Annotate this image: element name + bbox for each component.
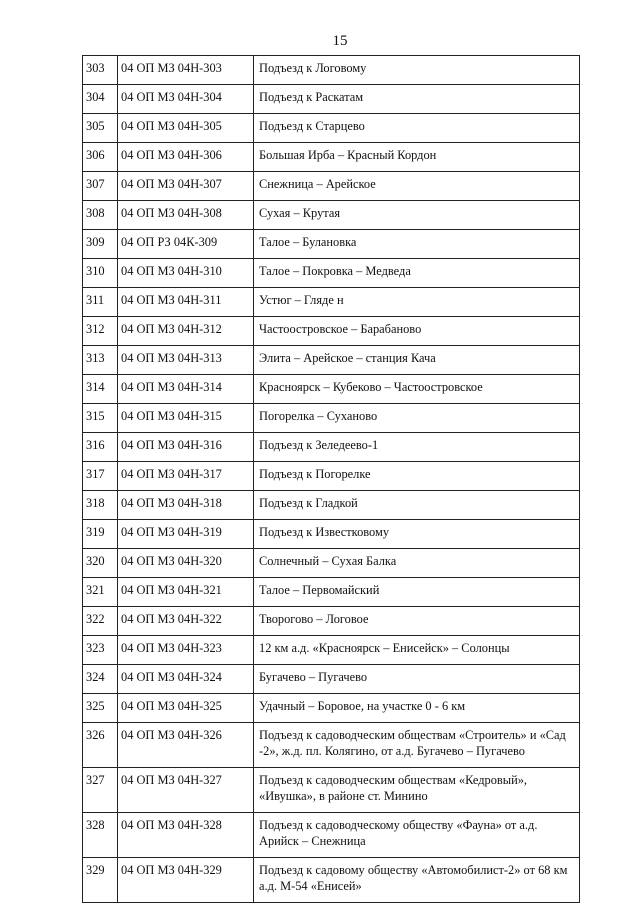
row-number: 303 — [83, 56, 118, 85]
road-code: 04 ОП МЗ 04Н-318 — [118, 491, 254, 520]
road-name: Подъезд к Известковому — [254, 520, 580, 549]
table-row — [83, 114, 580, 143]
row-number: 329 — [83, 858, 118, 903]
road-code: 04 ОП МЗ 04Н-329 — [118, 858, 254, 903]
road-code: 04 ОП МЗ 04Н-315 — [118, 404, 254, 433]
table-row — [83, 462, 580, 491]
road-name: Устюг – Гляде н — [254, 288, 580, 317]
road-code: 04 ОП МЗ 04Н-310 — [118, 259, 254, 288]
table-row — [83, 433, 580, 462]
row-number: 311 — [83, 288, 118, 317]
row-number: 309 — [83, 230, 118, 259]
road-name: Подъезд к садоводческим обществам «Кедровый», «Ивушка», в районе ст. Минино — [254, 768, 580, 813]
road-name: Подъезд к садоводческим обществам «Строитель» и «Сад -2», ж.д. пл. Колягино, от а.д. Бугачево – Пугачево — [254, 723, 580, 768]
table-row — [83, 858, 580, 903]
table-row — [83, 143, 580, 172]
road-code: 04 ОП МЗ 04Н-325 — [118, 694, 254, 723]
road-code: 04 ОП МЗ 04Н-308 — [118, 201, 254, 230]
table-row — [83, 85, 580, 114]
road-name: Погорелка – Суханово — [254, 404, 580, 433]
table-row — [83, 230, 580, 259]
row-number: 325 — [83, 694, 118, 723]
row-number: 310 — [83, 259, 118, 288]
road-name: Удачный – Боровое, на участке 0 - 6 км — [254, 694, 580, 723]
row-number: 306 — [83, 143, 118, 172]
road-name: Подъезд к Зеледеево-1 — [254, 433, 580, 462]
road-code: 04 ОП МЗ 04Н-312 — [118, 317, 254, 346]
table-row — [83, 636, 580, 665]
road-code: 04 ОП МЗ 04Н-321 — [118, 578, 254, 607]
row-number: 316 — [83, 433, 118, 462]
row-number: 307 — [83, 172, 118, 201]
table-row — [83, 768, 580, 813]
row-number: 315 — [83, 404, 118, 433]
road-code: 04 ОП МЗ 04Н-306 — [118, 143, 254, 172]
row-number: 314 — [83, 375, 118, 404]
row-number: 320 — [83, 549, 118, 578]
road-code: 04 ОП МЗ 04Н-316 — [118, 433, 254, 462]
road-name: Бугачево – Пугачево — [254, 665, 580, 694]
road-code: 04 ОП МЗ 04Н-322 — [118, 607, 254, 636]
table-row — [83, 172, 580, 201]
road-name: Подъезд к Погорелке — [254, 462, 580, 491]
road-name: 12 км а.д. «Красноярск – Енисейск» – Солонцы — [254, 636, 580, 665]
road-code: 04 ОП МЗ 04Н-328 — [118, 813, 254, 858]
table-row — [83, 375, 580, 404]
road-code: 04 ОП МЗ 04Н-305 — [118, 114, 254, 143]
table-row — [83, 404, 580, 433]
row-number: 317 — [83, 462, 118, 491]
table-row — [83, 813, 580, 858]
row-number: 322 — [83, 607, 118, 636]
road-name: Красноярск – Кубеково – Частоостровское — [254, 375, 580, 404]
road-code: 04 ОП МЗ 04Н-326 — [118, 723, 254, 768]
table-row — [83, 288, 580, 317]
row-number: 319 — [83, 520, 118, 549]
row-number: 305 — [83, 114, 118, 143]
row-number: 327 — [83, 768, 118, 813]
road-code: 04 ОП МЗ 04Н-323 — [118, 636, 254, 665]
table-row — [83, 491, 580, 520]
table-row — [83, 346, 580, 375]
road-code: 04 ОП МЗ 04Н-307 — [118, 172, 254, 201]
road-name: Сухая – Крутая — [254, 201, 580, 230]
row-number: 324 — [83, 665, 118, 694]
row-number: 312 — [83, 317, 118, 346]
table-row — [83, 259, 580, 288]
road-code: 04 ОП МЗ 04Н-313 — [118, 346, 254, 375]
table-row — [83, 56, 580, 85]
road-name: Большая Ирба – Красный Кордон — [254, 143, 580, 172]
road-code: 04 ОП МЗ 04Н-303 — [118, 56, 254, 85]
row-number: 304 — [83, 85, 118, 114]
road-name: Солнечный – Сухая Балка — [254, 549, 580, 578]
road-code: 04 ОП МЗ 04Н-324 — [118, 665, 254, 694]
table-row — [83, 578, 580, 607]
row-number: 308 — [83, 201, 118, 230]
road-name: Подъезд к Логовому — [254, 56, 580, 85]
row-number: 328 — [83, 813, 118, 858]
road-name: Талое – Первомайский — [254, 578, 580, 607]
row-number: 326 — [83, 723, 118, 768]
road-name: Частоостровское – Барабаново — [254, 317, 580, 346]
road-name: Снежница – Арейское — [254, 172, 580, 201]
table-row — [83, 607, 580, 636]
row-number: 313 — [83, 346, 118, 375]
table-row — [83, 694, 580, 723]
table-row — [83, 665, 580, 694]
table-row — [83, 520, 580, 549]
road-code: 04 ОП МЗ 04Н-320 — [118, 549, 254, 578]
table-row — [83, 317, 580, 346]
road-name: Подъезд к садоводческому обществу «Фауна» от а.д. Арийск – Снежница — [254, 813, 580, 858]
row-number: 321 — [83, 578, 118, 607]
road-code: 04 ОП МЗ 04Н-317 — [118, 462, 254, 491]
road-name: Подъезд к Старцево — [254, 114, 580, 143]
road-code: 04 ОП МЗ 04Н-314 — [118, 375, 254, 404]
road-name: Талое – Покровка – Медведа — [254, 259, 580, 288]
table-row — [83, 723, 580, 768]
row-number: 323 — [83, 636, 118, 665]
road-code: 04 ОП РЗ 04К-309 — [118, 230, 254, 259]
table-row — [83, 549, 580, 578]
road-code: 04 ОП МЗ 04Н-327 — [118, 768, 254, 813]
road-name: Талое – Булановка — [254, 230, 580, 259]
road-name: Элита – Арейское – станция Кача — [254, 346, 580, 375]
row-number: 318 — [83, 491, 118, 520]
road-name: Подъезд к Гладкой — [254, 491, 580, 520]
road-code: 04 ОП МЗ 04Н-304 — [118, 85, 254, 114]
road-code: 04 ОП МЗ 04Н-319 — [118, 520, 254, 549]
table-row — [83, 201, 580, 230]
road-register-table — [82, 55, 580, 903]
road-name: Творогово – Логовое — [254, 607, 580, 636]
road-name: Подъезд к садовому обществу «Автомобилист-2» от 68 км а.д. М-54 «Енисей» — [254, 858, 580, 903]
road-name: Подъезд к Раскатам — [254, 85, 580, 114]
road-code: 04 ОП МЗ 04Н-311 — [118, 288, 254, 317]
page-number: 15 — [332, 33, 348, 49]
table-body — [83, 56, 580, 903]
